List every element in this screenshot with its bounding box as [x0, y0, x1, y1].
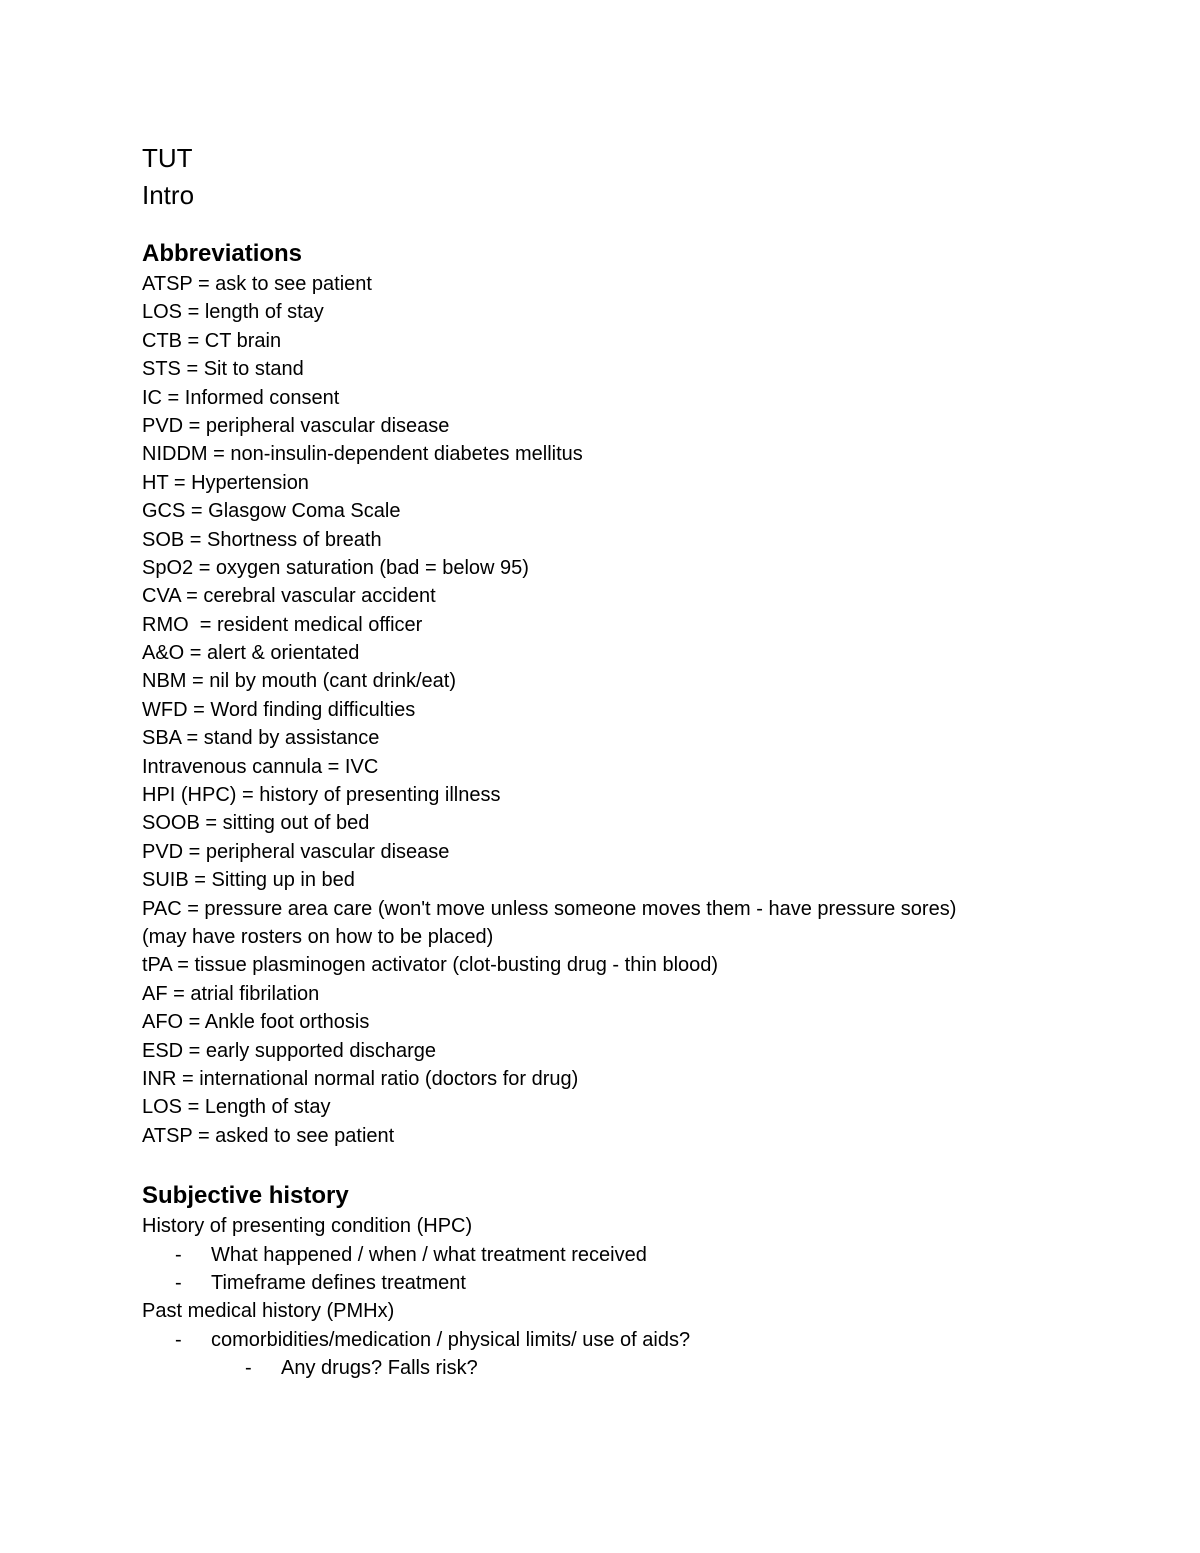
abbreviation-item: IC = Informed consent	[142, 386, 340, 409]
list-item-text: Any drugs? Falls risk?	[281, 1357, 478, 1380]
pmhx-label: Past medical history (PMHx)	[142, 1300, 395, 1323]
abbreviation-item: ATSP = ask to see patient	[142, 273, 372, 295]
bullet-dash: -	[175, 1243, 182, 1266]
abbreviation-item: RMO = resident medical officer	[142, 613, 423, 636]
hpc-label: History of presenting condition (HPC)	[142, 1215, 473, 1238]
abbreviation-item: INR = international normal ratio (doctors for drug)	[142, 1067, 579, 1090]
spacer	[142, 1150, 1142, 1180]
abbreviation-item: LOS = Length of stay	[142, 1096, 331, 1119]
abbreviation-item: Intravenous cannula = IVC	[142, 755, 379, 778]
abbreviation-item: LOS = length of stay	[142, 301, 324, 324]
spacer	[142, 214, 1142, 238]
abbreviation-item: ESD = early supported discharge	[142, 1039, 437, 1062]
list-item	[142, 1241, 1142, 1269]
abbreviation-item: WFD = Word finding difficulties	[142, 698, 416, 721]
abbreviation-item: NBM = nil by mouth (cant drink/eat)	[142, 670, 457, 693]
list-item-text: comorbidities/medication / physical limits/ use of aids?	[211, 1328, 691, 1351]
abbreviation-item: SUIB = Sitting up in bed	[142, 869, 355, 892]
abbreviation-item: HPI (HPC) = history of presenting illness	[142, 784, 501, 807]
abbreviation-item: CVA = cerebral vascular accident	[142, 585, 436, 608]
abbreviation-item: SBA = stand by assistance	[142, 727, 380, 750]
list-item-text: Timeframe defines treatment	[211, 1271, 466, 1294]
abbreviation-item: AFO = Ankle foot orthosis	[142, 1011, 370, 1034]
abbreviation-item: SOB = Shortness of breath	[142, 528, 382, 551]
list-item	[142, 1269, 1142, 1297]
abbreviation-item: STS = Sit to stand	[142, 358, 304, 381]
document-subtitle: Intro	[142, 180, 195, 210]
nested-list-item	[142, 1354, 1142, 1382]
abbreviation-item: SpO2 = oxygen saturation (bad = below 95)	[142, 556, 529, 579]
abbreviation-item: PVD = peripheral vascular disease	[142, 414, 450, 437]
document-page	[142, 140, 1142, 1382]
abbreviation-item: PVD = peripheral vascular disease	[142, 840, 450, 863]
abbreviation-item: NIDDM = non-insulin-dependent diabetes mellitus	[142, 443, 583, 466]
abbreviation-item: PAC = pressure area care (won't move unless someone moves them - have pressure sores)	[142, 897, 957, 920]
abbreviation-item: A&O = alert & orientated	[142, 642, 360, 665]
bullet-dash: -	[175, 1328, 182, 1351]
list-item	[142, 1326, 1142, 1354]
abbreviation-item: tPA = tissue plasminogen activator (clot-busting drug - thin blood)	[142, 954, 719, 977]
abbreviation-item: SOOB = sitting out of bed	[142, 812, 370, 835]
bullet-dash: -	[175, 1271, 182, 1294]
list-item-text: What happened / when / what treatment received	[211, 1243, 647, 1266]
abbreviation-item: GCS = Glasgow Coma Scale	[142, 500, 401, 523]
subjective-history-heading: Subjective history	[142, 1182, 349, 1210]
abbreviation-item: (may have rosters on how to be placed)	[142, 925, 494, 948]
abbreviation-item: ATSP = asked to see patient	[142, 1124, 395, 1147]
abbreviation-item: AF = atrial fibrilation	[142, 982, 320, 1005]
abbreviation-item: CTB = CT brain	[142, 329, 282, 352]
bullet-dash: -	[245, 1357, 252, 1380]
document-title: TUT	[142, 143, 193, 173]
abbreviations-heading: Abbreviations	[142, 240, 303, 267]
abbreviations-list	[142, 270, 1142, 1150]
abbreviation-item: HT = Hypertension	[142, 471, 309, 494]
